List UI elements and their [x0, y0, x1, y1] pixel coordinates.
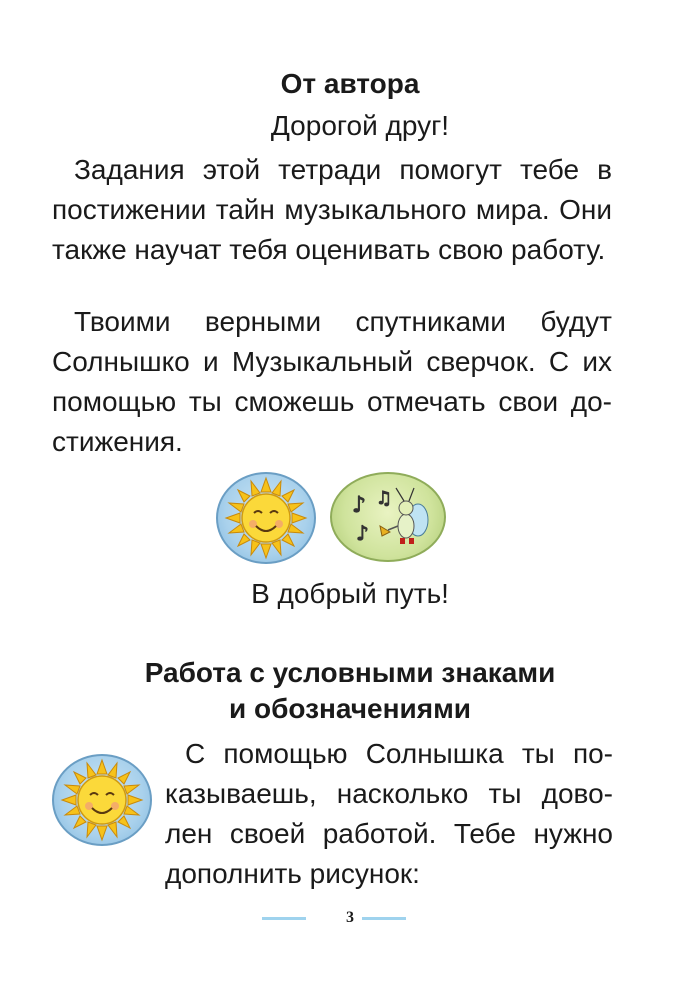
- footer-line-right: [362, 917, 406, 920]
- intro-paragraph-2: [52, 302, 612, 462]
- intro-paragraph-2-text: Твоими верными спутниками будут Солнышко и Музыкальный сверчок. С их помощью ты сможешь отмечать свои до-стижения.: [52, 306, 612, 457]
- cricket-drawing: [332, 474, 444, 560]
- sun-icon: [52, 754, 152, 846]
- section-paragraph: [165, 734, 613, 894]
- page-number: 3: [346, 909, 354, 926]
- intro-paragraph-1: [52, 150, 612, 270]
- svg-text:♫: ♫: [376, 488, 393, 509]
- sun-icon: [216, 472, 316, 564]
- icon-row: [0, 470, 700, 570]
- greeting: Дорогой друг!: [270, 110, 450, 141]
- intro-paragraph-1-text: Задания этой тетради помогут тебе в постижении тайн музыкального мира. Они также научат тебя оценивать свою работу.: [52, 154, 612, 265]
- sun-drawing: [218, 474, 314, 562]
- sun-drawing: [54, 756, 150, 844]
- page-footer: [0, 908, 700, 928]
- page-title: От автора: [280, 68, 420, 99]
- section-paragraph-text: С помощью Солнышка ты по-казываешь, насколько ты дово-лен своей работой. Тебе нужно дополнить рисунок:: [165, 738, 613, 889]
- svg-text:♪: ♪: [352, 493, 367, 518]
- music-cricket-icon: [330, 472, 446, 562]
- wish-text: В добрый путь!: [251, 578, 449, 609]
- section-title-line-2: и обозначениями: [228, 693, 472, 724]
- section-title-line-1: Работа с условными знаками: [144, 657, 556, 688]
- svg-text:♪: ♪: [356, 521, 369, 545]
